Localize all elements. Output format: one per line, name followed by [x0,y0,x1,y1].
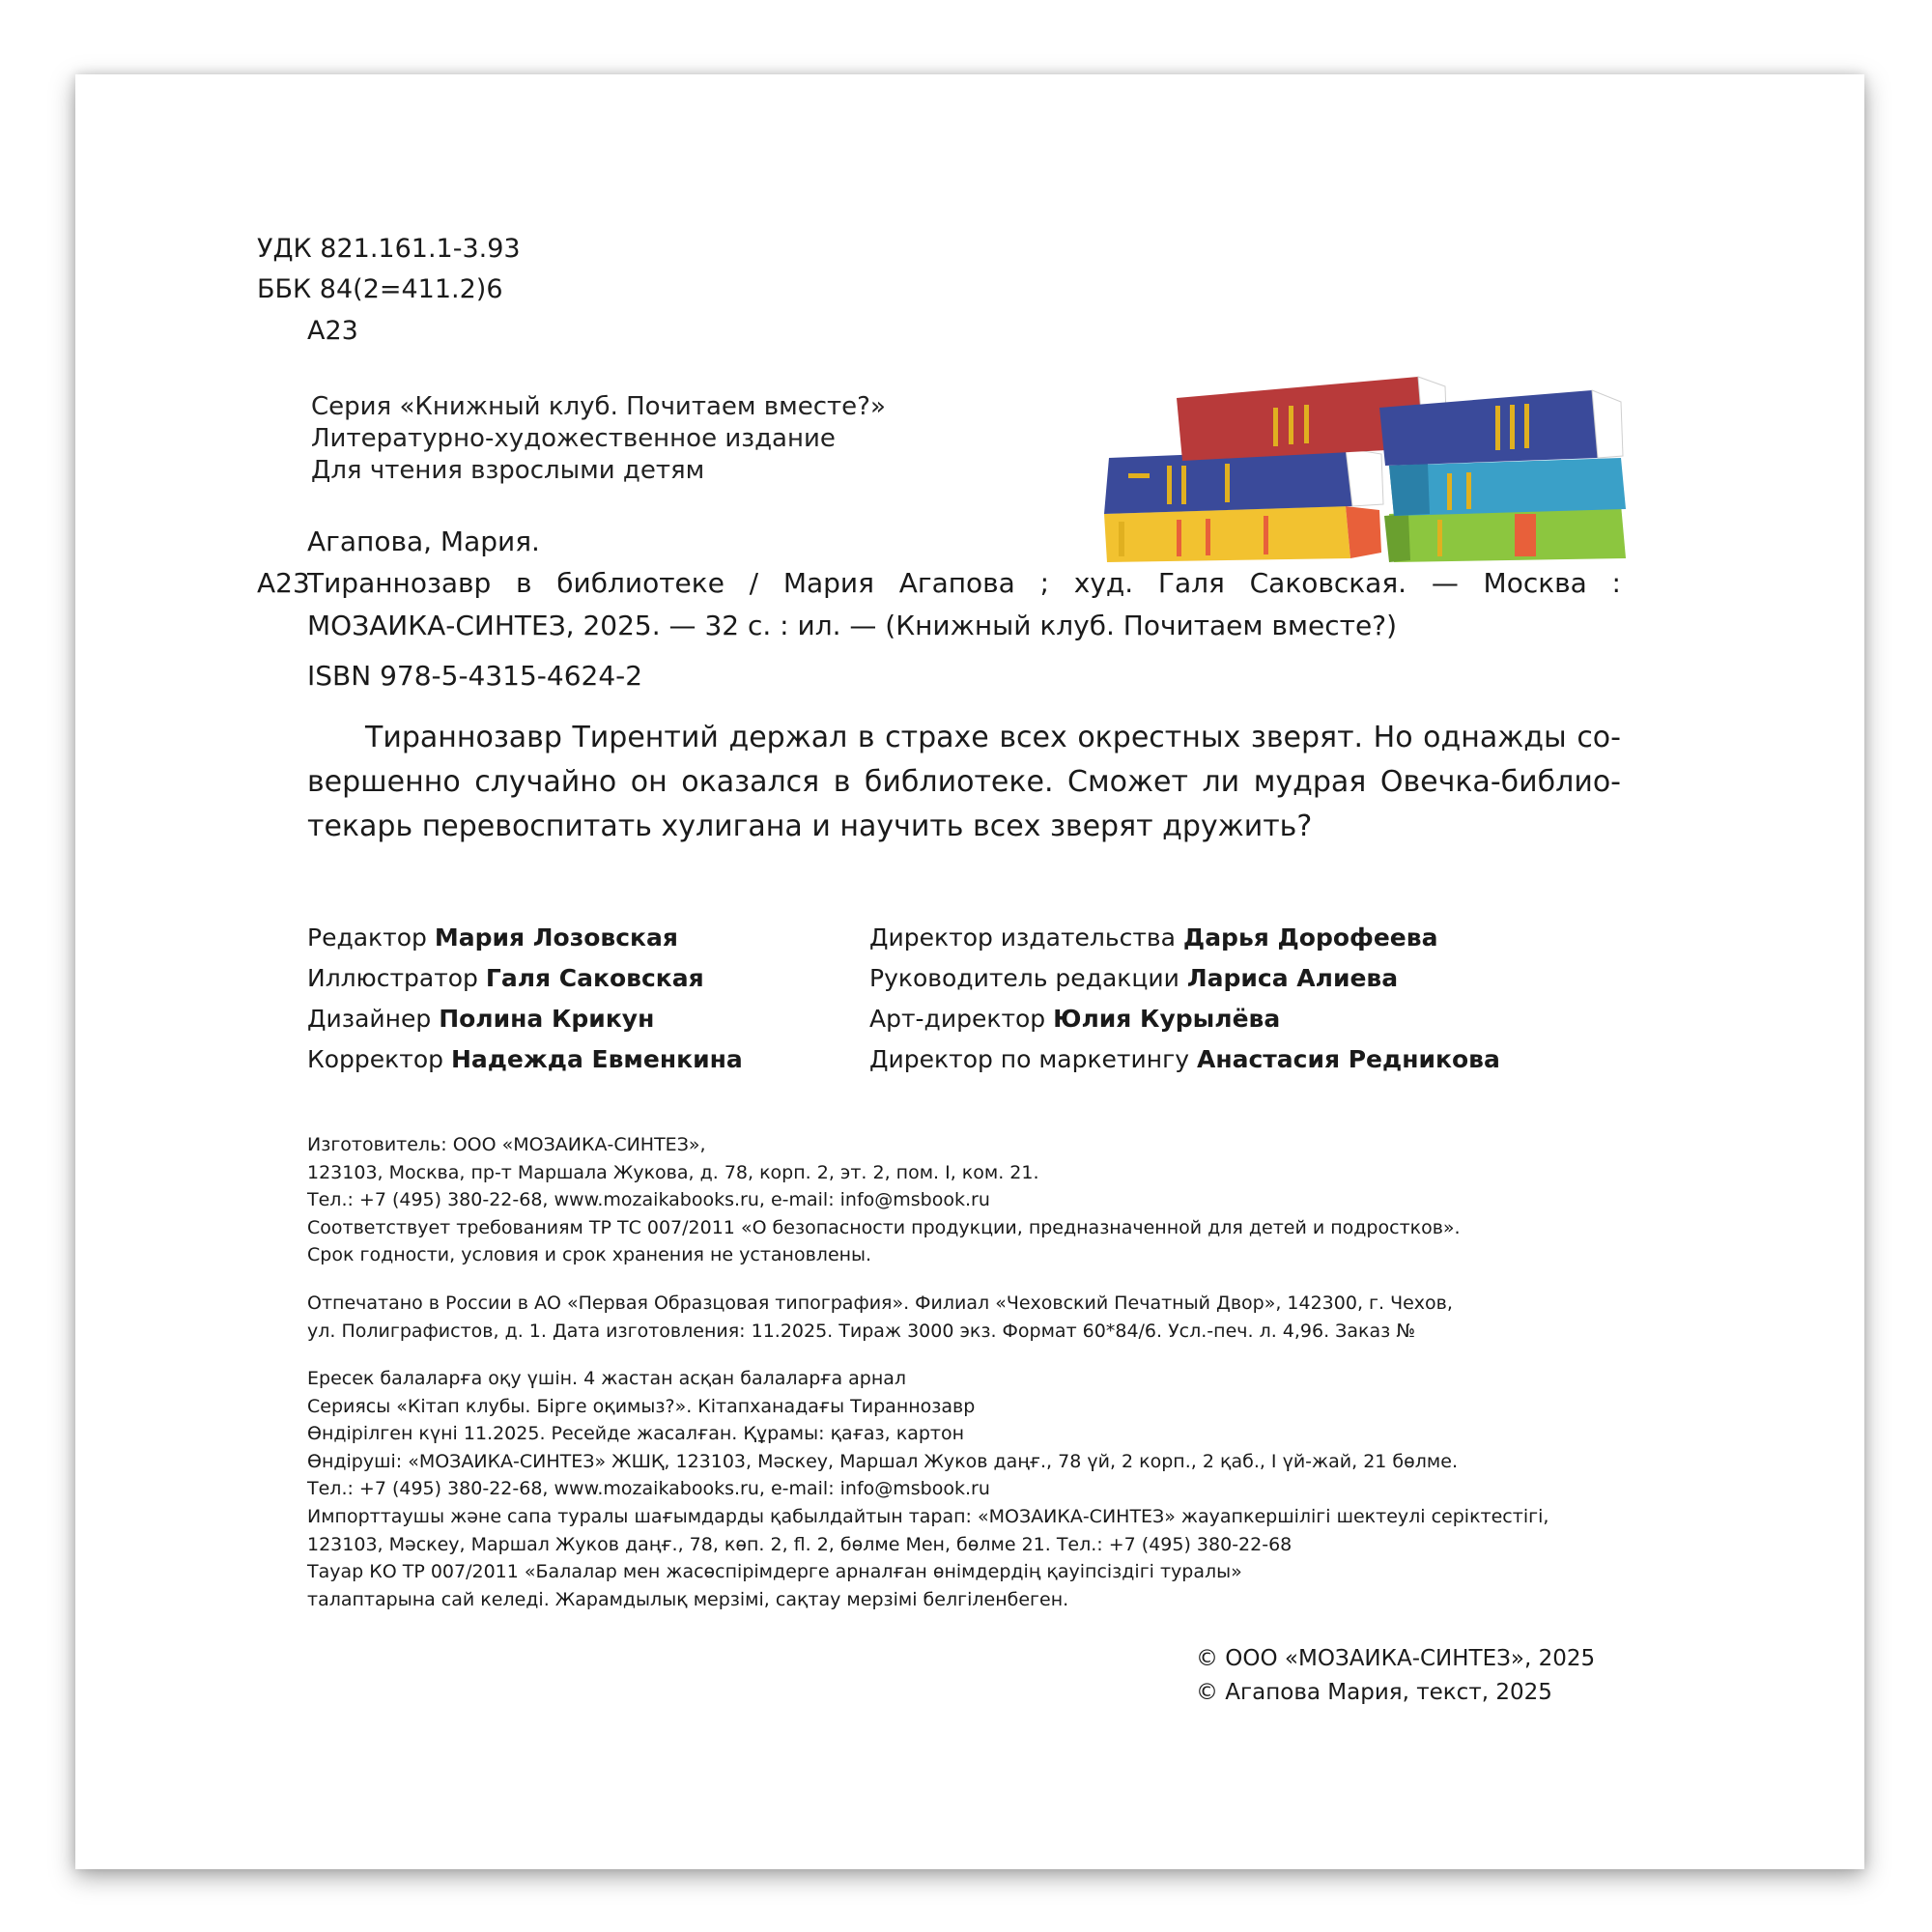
credit-name: Полина Крикун [439,1005,655,1033]
credit-name: Лариса Алиева [1186,964,1399,992]
bbk-code: ББК 84(2=411.2)6 [257,274,503,304]
credit-publishing-director [869,918,1500,958]
kazakh-line: Өндірілген күні 11.2025. Ресейде жасалған. Құрамы: қағаз, картон [307,1423,965,1445]
credit-illustrator [307,958,743,999]
credit-role: Руководитель редакции [869,964,1179,992]
credit-role: Директор по маркетингу [869,1045,1190,1073]
bib-mark: А23 [257,567,310,599]
credit-name: Анастасия Редникова [1196,1045,1500,1073]
credit-name: Галя Саковская [485,964,704,992]
udk-code: УДК 821.161.1-3.93 [257,234,521,264]
credit-proofreader [307,1039,743,1080]
credit-art-director [869,999,1500,1039]
book-stack-illustration [1099,369,1640,577]
credit-role: Директор издательства [869,923,1176,952]
credit-role: Дизайнер [307,1005,432,1033]
manufacturer-line: Соответствует требованиям ТР ТС 007/2011 «О безопасности продукции, предназначенной для детей и подростков». [307,1216,1461,1238]
kazakh-line: Ересек балаларға оқу үшін. 4 жастан асқан балаларға арнал [307,1368,907,1389]
credit-marketing-director [869,1039,1500,1080]
bib-author: Агапова, Мария. [307,526,540,557]
yellow-book-icon [1104,506,1381,562]
manufacturer-line: Тел.: +7 (495) 380-22-68, www.mozaikabooks.ru, e-mail: info@msbook.ru [307,1189,990,1211]
credit-designer [307,999,743,1039]
printing-line: Отпечатано в России в АО «Первая Образцовая типография». Филиал «Чеховский Печатный Двор», 142300, г. Чехов, [307,1293,1453,1314]
credits-left [307,918,743,1080]
kazakh-line: 123103, Мәскеу, Маршал Жуков даңғ., 78, көп. 2, fl. 2, бөлме Мен, бөлме 21. Тел.: +7 (495) 380-22-68 [307,1533,1293,1555]
annotation-line-1: Тираннозавр Тирентий держал в страхе всех окрестных зверят. Но однажды со- [365,721,1621,754]
credit-role: Корректор [307,1045,443,1073]
page [75,74,1864,1869]
copyright-block [1196,1642,1595,1710]
credit-name: Мария Лозовская [434,923,678,952]
credit-role: Арт-директор [869,1005,1046,1033]
manufacturer-line: Изготовитель: ООО «МОЗАИКА-СИНТЕЗ», [307,1134,706,1155]
manufacturer-line: 123103, Москва, пр-т Маршала Жукова, д. 78, корп. 2, эт. 2, пом. I, ком. 21. [307,1161,1039,1183]
credit-name: Дарья Дорофеева [1182,923,1438,952]
credit-editor [307,918,743,958]
copyright-line: © ООО «МОЗАИКА-СИНТЕЗ», 2025 [1196,1646,1596,1671]
bib-line-1: Тираннозавр в библиотеке / Мария Агапова ; худ. Галя Саковская. — Москва : [307,567,1621,599]
edition-type: Литературно-художественное издание [311,424,836,453]
teal-book-icon [1389,458,1626,516]
annotation-line-2: вершенно случайно он оказался в библиотеке. Сможет ли мудрая Овечка-библио- [307,765,1621,799]
kazakh-block [307,1365,1548,1613]
kazakh-line: Өндіруші: «МОЗАИКА-СИНТЕЗ» ЖШҚ, 123103, Мәскеу, Маршал Жуков даңғ., 78 үй, 2 корп., 2 қаб., I үй-жай, 21 бөлме. [307,1450,1458,1472]
kazakh-line: Тел.: +7 (495) 380-22-68, www.mozaikabooks.ru, e-mail: info@msbook.ru [307,1478,990,1500]
printing-block [307,1290,1453,1345]
audience-note: Для чтения взрослыми детям [311,456,705,485]
credit-name: Надежда Евменкина [450,1045,743,1073]
manufacturer-line: Срок годности, условия и срок хранения не установлены. [307,1244,872,1266]
series-title: Серия «Книжный клуб. Почитаем вместе?» [311,392,886,421]
credit-name: Юлия Курылёва [1053,1005,1281,1033]
blue-book-icon [1104,448,1383,514]
kazakh-line: Сериясы «Кітап клубы. Бірге оқимыз?». Кітапханадағы Тираннозавр [307,1395,976,1417]
kazakh-line: Импорттаушы және сапа туралы шағымдарды қабылдайтын тарап: «МОЗАИКА-СИНТЕЗ» жауапкершілігі шектеулі серіктестігі, [307,1505,1549,1527]
annotation-line-3: текарь перевоспитать хулигана и научить всех зверят дружить? [307,810,1313,843]
credit-role: Редактор [307,923,427,952]
kazakh-line: талаптарына сай келеді. Жарамдылық мерзімі, сақтау мерзімі белгіленбеген. [307,1588,1069,1610]
copyright-line: © Агапова Мария, текст, 2025 [1196,1680,1552,1705]
isbn: ISBN 978-5-4315-4624-2 [307,660,643,692]
bib-line-2: МОЗАИКА-СИНТЕЗ, 2025. — 32 с. : ил. — (Книжный клуб. Почитаем вместе?) [307,610,1397,641]
kazakh-line: Тауар КО ТР 007/2011 «Балалар мен жасөспірімдерге арналған өнімдердің қауіпсіздігі туралы» [307,1561,1242,1583]
credit-editorial-head [869,958,1500,999]
author-mark: А23 [307,316,358,346]
printing-line: ул. Полиграфистов, д. 1. Дата изготовления: 11.2025. Тираж 3000 экз. Формат 60*84/6. Усл.-печ. л. 4,96. Заказ № [307,1320,1416,1342]
manufacturer-block [307,1131,1461,1269]
credit-role: Иллюстратор [307,964,478,992]
credits-right [869,918,1500,1080]
